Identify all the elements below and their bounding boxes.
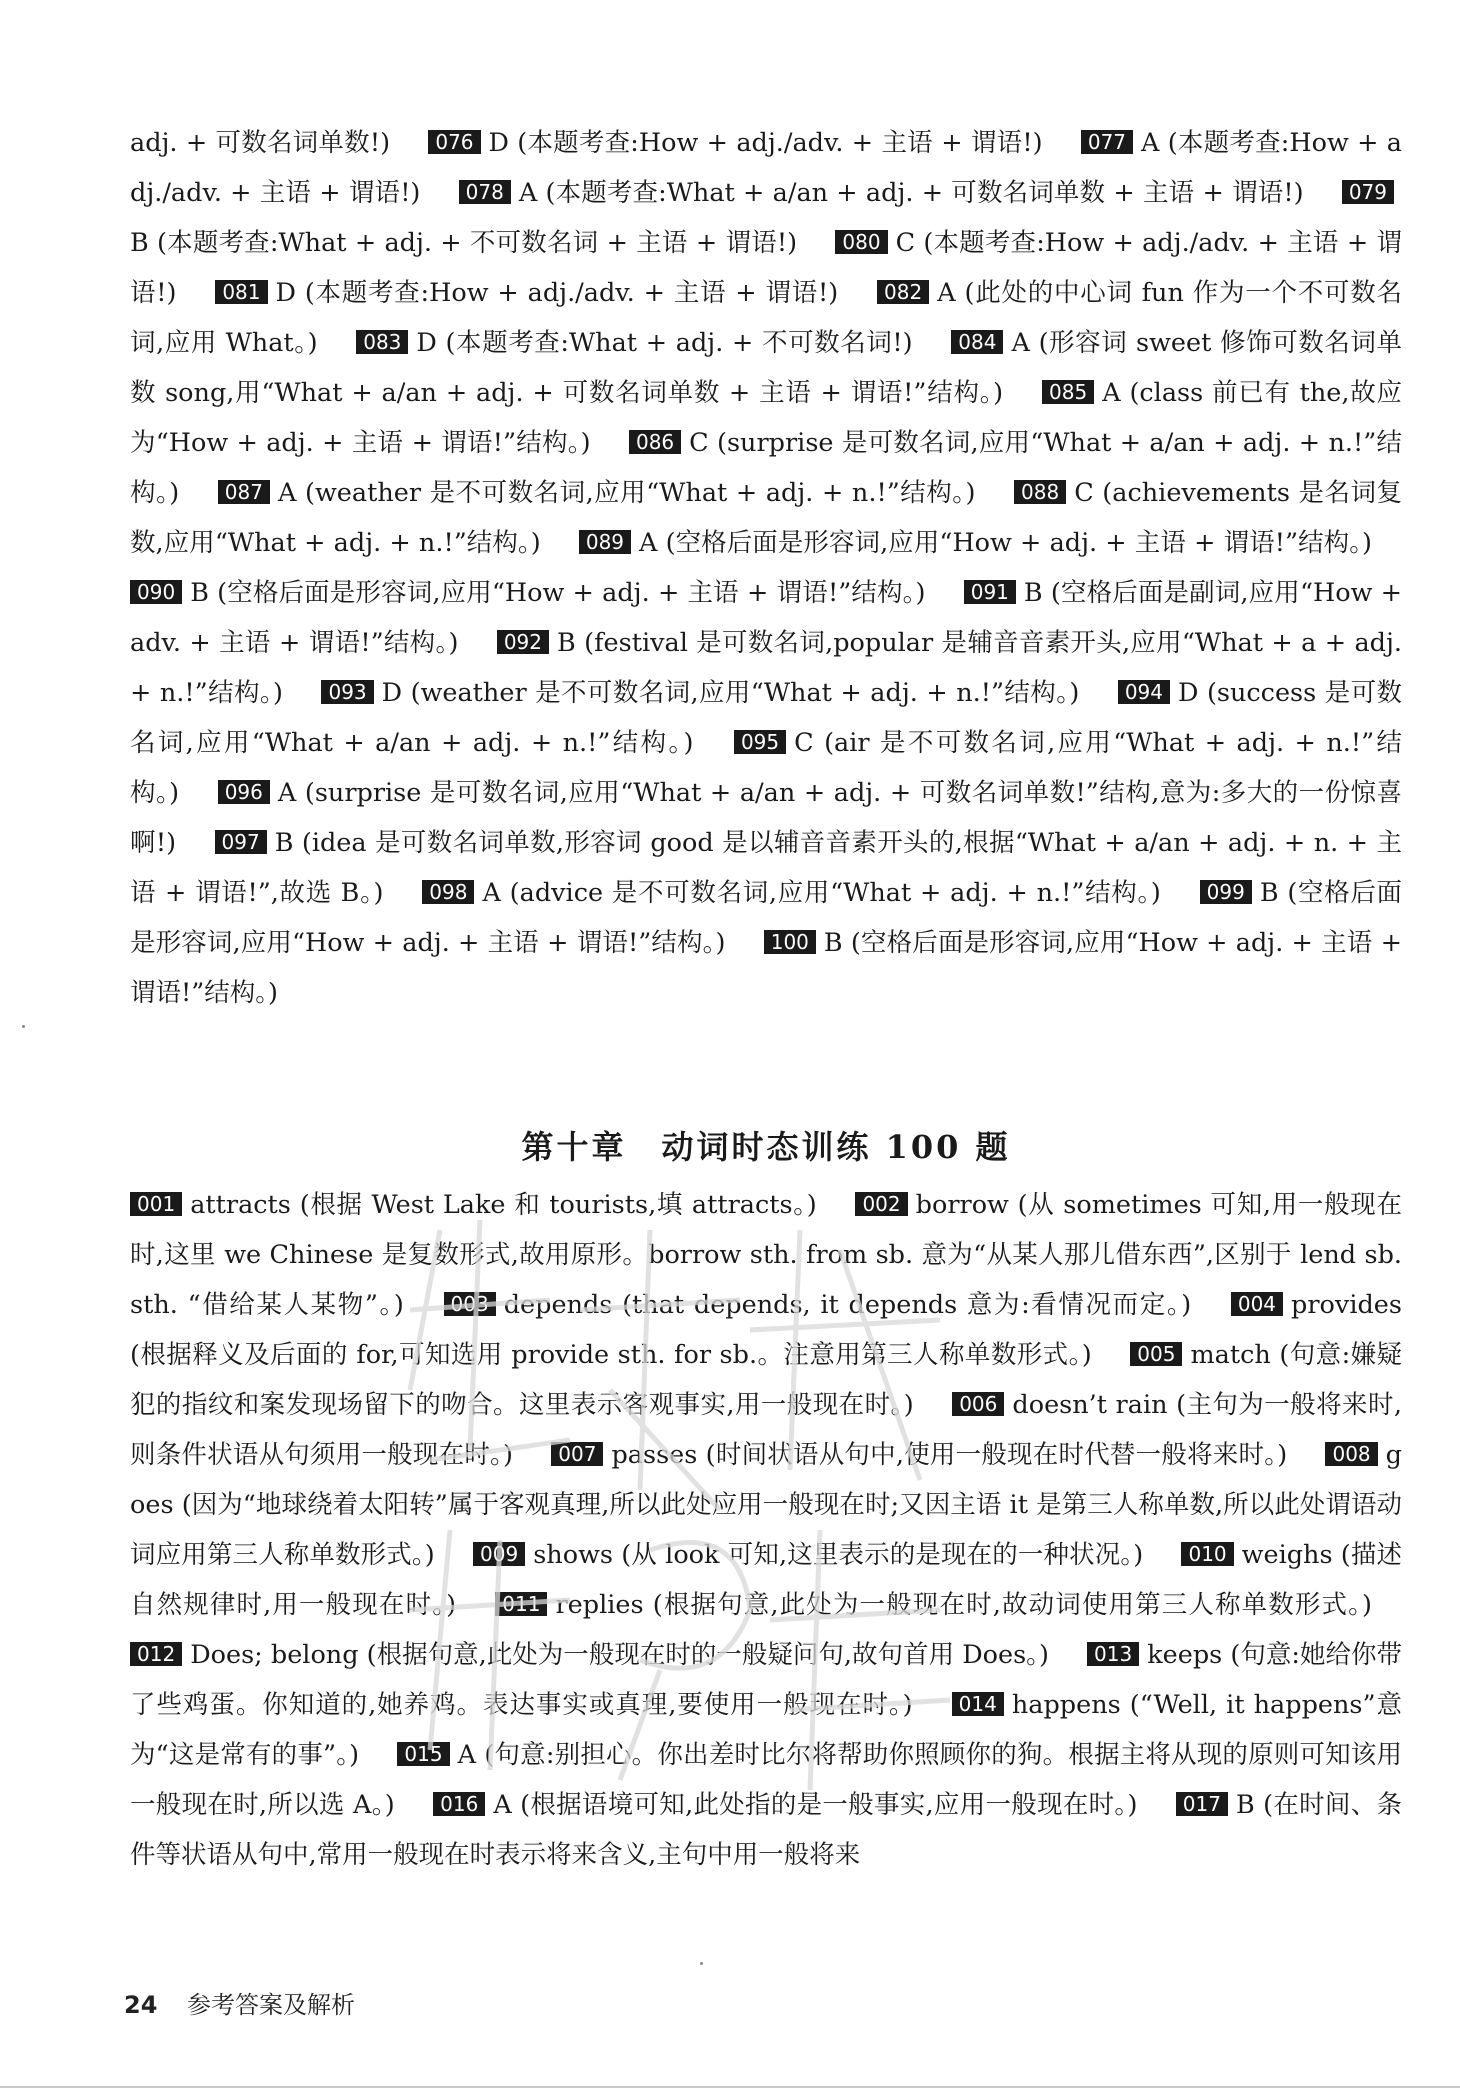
question-number-badge: 087 — [218, 480, 270, 504]
answer-text: replies (根据句意,此处为一般现在时,故动词使用第三人称单数形式。) — [555, 1590, 1373, 1620]
answer-item — [321, 678, 1079, 708]
answer-item — [428, 128, 1042, 158]
chapter-title: 第十章 动词时态训练 100 题 — [521, 1128, 1011, 1166]
answer-text: A (surprise 是可数名词,应用“What + a/an + adj. + 可数名词单数!”结构,意为:多大的一份惊喜啊!) — [130, 778, 1402, 858]
answer-text: C (本题考查:How + adj./adv. + 主语 + 谓语!) — [130, 228, 1403, 308]
answer-text: doesn’t rain (主句为一般将来时,则条件状语从句须用一般现在时。) — [130, 1390, 1402, 1470]
answer-text: B (idea 是可数名词单数,形容词 good 是以辅音音素开头的,根据“What + a/an + adj. + n. + 主语 + 谓语!”,故选 B。) — [130, 828, 1402, 908]
question-number-badge: 088 — [1014, 480, 1066, 504]
answer-text: D (本题考查:What + adj. + 不可数名词!) — [416, 328, 913, 358]
question-number-badge: 079 — [1342, 180, 1394, 204]
scan-edge-line — [0, 2086, 1460, 2088]
answer-block-chapter-10 — [130, 1180, 1402, 1880]
answer-text: A (此处的中心词 fun 作为一个不可数名词,应用 What。) — [130, 278, 1403, 358]
question-number-badge: 013 — [1087, 1642, 1139, 1666]
question-number-badge: 086 — [629, 430, 681, 454]
page-number: 24 — [124, 1991, 158, 2019]
question-number-badge: 098 — [422, 880, 474, 904]
question-number-badge: 007 — [551, 1442, 603, 1466]
answer-item — [551, 1440, 1287, 1470]
answer-item — [444, 1290, 1192, 1320]
question-number-badge: 094 — [1118, 680, 1170, 704]
answer-text: D (本题考查:How + adj./adv. + 主语 + 谓语!) — [488, 128, 1043, 158]
answer-text: A (weather 是不可数名词,应用“What + adj. + n.!”结构。) — [277, 478, 976, 508]
question-number-badge: 017 — [1176, 1792, 1228, 1816]
answer-text: Does; belong (根据句意,此处为一般现在时的一般疑问句,故句首用 Does。) — [190, 1640, 1049, 1670]
answer-text: A (本题考查:What + a/an + adj. + 可数名词单数 + 主语 + 谓语!) — [518, 178, 1304, 208]
question-number-badge: 091 — [964, 580, 1016, 604]
answer-item — [473, 1540, 1143, 1570]
answer-text: goes (因为“地球绕着太阳转”属于客观真理,所以此处应用一般现在时;又因主语 it 是第三人称单数,所以此处谓语动词应用第三人称单数形式。) — [130, 1440, 1402, 1570]
answer-text: weighs (描述自然规律时,用一般现在时。) — [130, 1540, 1403, 1620]
question-number-badge: 001 — [130, 1192, 182, 1216]
question-number-badge: 084 — [951, 330, 1003, 354]
answer-text: shows (从 look 可知,这里表示的是现在的一种状况。) — [533, 1540, 1144, 1570]
answer-item — [579, 528, 1372, 558]
answer-text: B (在时间、条件等状语从句中,常用一般现在时表示将来含义,主句中用一般将来 — [130, 1790, 1402, 1870]
question-number-badge: 095 — [734, 730, 786, 754]
answer-text: attracts (根据 West Lake 和 tourists,填 attracts。) — [190, 1190, 817, 1220]
answer-text: C (achievements 是名词复数,应用“What + adj. + n.!”结构。) — [130, 478, 1403, 558]
answer-text: match (句意:嫌疑犯的指纹和案发现场留下的吻合。这里表示客观事实,用一般现在时。) — [130, 1340, 1403, 1420]
answer-text: borrow (从 sometimes 可知,用一般现在时,这里 we Chinese 是复数形式,故用原形。borrow sth. from sb. 意为“从某人那儿借东西”,区别于 lend sb. sth. “借给某人某物”。) — [130, 1190, 1402, 1320]
answer-text: C (surprise 是可数名词,应用“What + a/an + adj. + n.!”结构。) — [130, 428, 1402, 508]
answer-item — [422, 878, 1161, 908]
question-number-badge: 006 — [952, 1392, 1004, 1416]
answer-text: B (空格后面是形容词,应用“How + adj. + 主语 + 谓语!”结构。) — [190, 578, 926, 608]
question-number-badge: 078 — [459, 180, 511, 204]
answer-item — [130, 128, 390, 158]
answer-text: adj. + 可数名词单数!) — [130, 128, 391, 158]
question-number-badge: 011 — [495, 1592, 547, 1616]
answer-item — [215, 278, 838, 308]
question-number-badge: 012 — [130, 1642, 182, 1666]
question-number-badge: 081 — [215, 280, 267, 304]
question-number-badge: 008 — [1325, 1442, 1377, 1466]
answer-item — [433, 1790, 1137, 1820]
question-number-badge: 100 — [764, 930, 816, 954]
footer-label: 参考答案及解析 — [187, 1991, 356, 2019]
question-number-badge: 085 — [1042, 380, 1094, 404]
answer-text: depends (that depends, it depends 意为:看情况而定。) — [503, 1290, 1192, 1320]
answer-text: B (空格后面是副词,应用“How + adv. + 主语 + 谓语!”结构。) — [130, 578, 1402, 658]
question-number-badge: 097 — [215, 830, 267, 854]
answer-text: keeps (句意:她给你带了些鸡蛋。你知道的,她养鸡。表达事实或真理,要使用一般现在时。) — [130, 1640, 1402, 1720]
answer-text: B (festival 是可数名词,popular 是辅音音素开头,应用“What + a + adj. + n.!”结构。) — [130, 628, 1403, 708]
question-number-badge: 099 — [1200, 880, 1252, 904]
answer-item — [130, 1640, 1049, 1670]
question-number-badge: 092 — [497, 630, 549, 654]
question-number-badge: 083 — [356, 330, 408, 354]
answer-text: A (形容词 sweet 修饰可数名词单数 song,用“What + a/an + adj. + 可数名词单数 + 主语 + 谓语!”结构。) — [130, 328, 1402, 408]
question-number-badge: 077 — [1081, 130, 1133, 154]
question-number-badge: 014 — [952, 1692, 1004, 1716]
answer-text: A (空格后面是形容词,应用“How + adj. + 主语 + 谓语!”结构。) — [639, 528, 1372, 558]
question-number-badge: 093 — [321, 680, 373, 704]
answer-item — [218, 478, 976, 508]
answer-text: A (advice 是不可数名词,应用“What + adj. + n.!”结构。) — [482, 878, 1161, 908]
answer-text: provides (根据释义及后面的 for,可知选用 provide sth. for sb.。注意用第三人称单数形式。) — [130, 1290, 1402, 1370]
answer-text: happens (“Well, it happens”意为“这是常有的事”。) — [130, 1690, 1402, 1770]
question-number-badge: 096 — [218, 780, 270, 804]
answer-text: D (success 是可数名词,应用“What + a/an + adj. + n.!”结构。) — [130, 678, 1403, 758]
answer-text: A (class 前已有 the,故应为“How + adj. + 主语 + 谓语!”结构。) — [130, 378, 1402, 458]
question-number-badge: 005 — [1130, 1342, 1182, 1366]
answer-text: D (本题考查:How + adj./adv. + 主语 + 谓语!) — [275, 278, 839, 308]
answer-text: B (空格后面是形容词,应用“How + adj. + 主语 + 谓语!”结构。) — [130, 878, 1403, 958]
answer-item — [130, 578, 925, 608]
question-number-badge: 076 — [428, 130, 480, 154]
answer-item — [459, 178, 1304, 208]
question-number-badge: 010 — [1181, 1542, 1233, 1566]
answer-text: B (本题考查:What + adj. + 不可数名词 + 主语 + 谓语!) — [130, 228, 798, 258]
answer-item — [495, 1590, 1372, 1620]
question-number-badge: 089 — [579, 530, 631, 554]
answer-text: A (本题考查:How + adj./adv. + 主语 + 谓语!) — [130, 128, 1402, 208]
answer-item — [130, 1190, 817, 1220]
question-number-badge: 002 — [855, 1192, 907, 1216]
scan-speck — [700, 1962, 703, 1965]
question-number-badge: 003 — [444, 1292, 496, 1316]
answer-item — [356, 328, 912, 358]
answer-text: passes (时间状语从句中,使用一般现在时代替一般将来时。) — [611, 1440, 1288, 1470]
question-number-badge: 080 — [835, 230, 887, 254]
page-footer — [124, 1985, 355, 2020]
answer-text: A (句意:别担心。你出差时比尔将帮助你照顾你的狗。根据主将从现的原则可知该用一般现在时,所以选 A。) — [130, 1740, 1402, 1820]
answer-text: B (空格后面是形容词,应用“How + adj. + 主语 + 谓语!”结构。) — [130, 928, 1402, 1008]
answer-text: C (air 是不可数名词,应用“What + adj. + n.!”结构。) — [130, 728, 1402, 808]
answer-block-chapter-9 — [130, 118, 1402, 1018]
scan-speck — [22, 1025, 25, 1028]
answer-text: D (weather 是不可数名词,应用“What + adj. + n.!”结构。) — [381, 678, 1080, 708]
question-number-badge: 090 — [130, 580, 182, 604]
answer-text: A (根据语境可知,此处指的是一般事实,应用一般现在时。) — [493, 1790, 1138, 1820]
question-number-badge: 082 — [877, 280, 929, 304]
question-number-badge: 009 — [473, 1542, 525, 1566]
question-number-badge: 015 — [397, 1742, 449, 1766]
question-number-badge: 016 — [433, 1792, 485, 1816]
question-number-badge: 004 — [1231, 1292, 1283, 1316]
